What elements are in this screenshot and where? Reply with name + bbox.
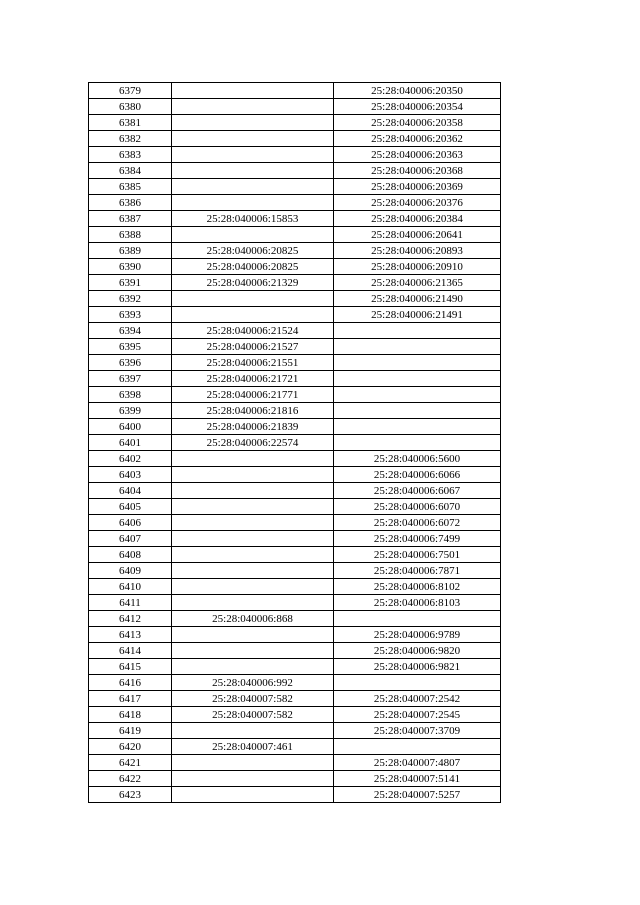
row-number-cell: 6390 [89, 259, 172, 275]
cadastral-number-cell: 25:28:040006:21490 [334, 291, 501, 307]
row-number-cell: 6382 [89, 131, 172, 147]
row-number-cell: 6401 [89, 435, 172, 451]
previous-number-cell [172, 83, 334, 99]
previous-number-cell: 25:28:040006:21524 [172, 323, 334, 339]
table-row [89, 275, 501, 291]
table-row [89, 611, 501, 627]
row-number-cell: 6408 [89, 547, 172, 563]
previous-number-cell [172, 179, 334, 195]
cadastral-number-cell: 25:28:040006:9820 [334, 643, 501, 659]
row-number-cell: 6402 [89, 451, 172, 467]
cadastral-number-cell [334, 355, 501, 371]
previous-number-cell: 25:28:040006:992 [172, 675, 334, 691]
cadastral-number-cell: 25:28:040006:20369 [334, 179, 501, 195]
previous-number-cell [172, 147, 334, 163]
previous-number-cell: 25:28:040006:22574 [172, 435, 334, 451]
table-row [89, 243, 501, 259]
table-row [89, 531, 501, 547]
row-number-cell: 6412 [89, 611, 172, 627]
row-number-cell: 6404 [89, 483, 172, 499]
table-row [89, 403, 501, 419]
row-number-cell: 6422 [89, 771, 172, 787]
table-row [89, 787, 501, 803]
table-row [89, 483, 501, 499]
row-number-cell: 6391 [89, 275, 172, 291]
cadastral-number-cell: 25:28:040007:5257 [334, 787, 501, 803]
previous-number-cell: 25:28:040006:21721 [172, 371, 334, 387]
row-number-cell: 6385 [89, 179, 172, 195]
table-body [89, 83, 501, 803]
cadastral-number-cell: 25:28:040006:9789 [334, 627, 501, 643]
row-number-cell: 6419 [89, 723, 172, 739]
table-row [89, 691, 501, 707]
cadastral-number-cell: 25:28:040006:5600 [334, 451, 501, 467]
row-number-cell: 6389 [89, 243, 172, 259]
table-row [89, 579, 501, 595]
row-number-cell: 6383 [89, 147, 172, 163]
cadastral-number-cell [334, 739, 501, 755]
cadastral-number-cell: 25:28:040006:9821 [334, 659, 501, 675]
row-number-cell: 6380 [89, 99, 172, 115]
previous-number-cell [172, 627, 334, 643]
table-row [89, 179, 501, 195]
cadastral-number-cell [334, 387, 501, 403]
previous-number-cell [172, 291, 334, 307]
previous-number-cell: 25:28:040006:15853 [172, 211, 334, 227]
previous-number-cell [172, 723, 334, 739]
previous-number-cell [172, 787, 334, 803]
previous-number-cell [172, 547, 334, 563]
cadastral-number-cell: 25:28:040006:21365 [334, 275, 501, 291]
cadastral-number-cell: 25:28:040006:20384 [334, 211, 501, 227]
previous-number-cell: 25:28:040006:20825 [172, 243, 334, 259]
cadastral-number-cell: 25:28:040006:8102 [334, 579, 501, 595]
row-number-cell: 6406 [89, 515, 172, 531]
cadastral-number-cell [334, 611, 501, 627]
table-row [89, 595, 501, 611]
cadastral-number-cell: 25:28:040006:20350 [334, 83, 501, 99]
table-row [89, 659, 501, 675]
previous-number-cell: 25:28:040006:21839 [172, 419, 334, 435]
cadastral-number-cell [334, 419, 501, 435]
row-number-cell: 6416 [89, 675, 172, 691]
row-number-cell: 6407 [89, 531, 172, 547]
previous-number-cell: 25:28:040007:582 [172, 691, 334, 707]
previous-number-cell [172, 467, 334, 483]
previous-number-cell [172, 227, 334, 243]
previous-number-cell [172, 451, 334, 467]
table-row [89, 211, 501, 227]
row-number-cell: 6381 [89, 115, 172, 131]
table-row [89, 771, 501, 787]
previous-number-cell: 25:28:040006:21527 [172, 339, 334, 355]
table-row [89, 435, 501, 451]
table-row [89, 83, 501, 99]
table-row [89, 563, 501, 579]
previous-number-cell [172, 771, 334, 787]
row-number-cell: 6386 [89, 195, 172, 211]
row-number-cell: 6405 [89, 499, 172, 515]
cadastral-number-cell: 25:28:040006:20358 [334, 115, 501, 131]
cadastral-number-cell: 25:28:040006:6072 [334, 515, 501, 531]
cadastral-number-cell: 25:28:040006:20910 [334, 259, 501, 275]
table-row [89, 339, 501, 355]
row-number-cell: 6397 [89, 371, 172, 387]
table-row [89, 131, 501, 147]
previous-number-cell [172, 99, 334, 115]
cadastral-number-cell: 25:28:040006:20363 [334, 147, 501, 163]
row-number-cell: 6399 [89, 403, 172, 419]
row-number-cell: 6394 [89, 323, 172, 339]
cadastral-number-cell: 25:28:040007:5141 [334, 771, 501, 787]
cadastral-number-cell: 25:28:040006:6066 [334, 467, 501, 483]
table-row [89, 291, 501, 307]
table-row [89, 739, 501, 755]
table-row [89, 547, 501, 563]
row-number-cell: 6413 [89, 627, 172, 643]
previous-number-cell [172, 163, 334, 179]
table-row [89, 499, 501, 515]
cadastral-number-cell [334, 371, 501, 387]
row-number-cell: 6411 [89, 595, 172, 611]
table-row [89, 227, 501, 243]
row-number-cell: 6379 [89, 83, 172, 99]
table-row [89, 467, 501, 483]
table-row [89, 355, 501, 371]
row-number-cell: 6423 [89, 787, 172, 803]
previous-number-cell: 25:28:040006:21329 [172, 275, 334, 291]
cadastral-number-cell: 25:28:040006:6070 [334, 499, 501, 515]
previous-number-cell: 25:28:040006:868 [172, 611, 334, 627]
previous-number-cell: 25:28:040006:21551 [172, 355, 334, 371]
table-row [89, 675, 501, 691]
cadastral-number-cell: 25:28:040007:4807 [334, 755, 501, 771]
row-number-cell: 6387 [89, 211, 172, 227]
cadastral-number-cell: 25:28:040006:20368 [334, 163, 501, 179]
row-number-cell: 6395 [89, 339, 172, 355]
previous-number-cell: 25:28:040006:21816 [172, 403, 334, 419]
previous-number-cell [172, 659, 334, 675]
table-row [89, 99, 501, 115]
row-number-cell: 6400 [89, 419, 172, 435]
table-row [89, 755, 501, 771]
previous-number-cell [172, 595, 334, 611]
table-row [89, 371, 501, 387]
row-number-cell: 6396 [89, 355, 172, 371]
cadastral-number-cell: 25:28:040006:7871 [334, 563, 501, 579]
previous-number-cell [172, 195, 334, 211]
table-row [89, 307, 501, 323]
cadastral-number-cell [334, 435, 501, 451]
cadastral-number-cell: 25:28:040006:6067 [334, 483, 501, 499]
previous-number-cell [172, 483, 334, 499]
previous-number-cell [172, 307, 334, 323]
table-row [89, 323, 501, 339]
cadastral-number-cell: 25:28:040007:3709 [334, 723, 501, 739]
table-row [89, 163, 501, 179]
row-number-cell: 6388 [89, 227, 172, 243]
row-number-cell: 6415 [89, 659, 172, 675]
cadastral-number-cell: 25:28:040006:20376 [334, 195, 501, 211]
table-row [89, 707, 501, 723]
cadastral-number-cell: 25:28:040007:2545 [334, 707, 501, 723]
cadastral-number-cell: 25:28:040006:7501 [334, 547, 501, 563]
previous-number-cell [172, 131, 334, 147]
table-row [89, 195, 501, 211]
previous-number-cell [172, 515, 334, 531]
table-row [89, 387, 501, 403]
table-row [89, 259, 501, 275]
table-row [89, 627, 501, 643]
cadastral-number-cell [334, 675, 501, 691]
row-number-cell: 6418 [89, 707, 172, 723]
previous-number-cell: 25:28:040007:582 [172, 707, 334, 723]
previous-number-cell: 25:28:040006:20825 [172, 259, 334, 275]
row-number-cell: 6409 [89, 563, 172, 579]
table-row [89, 451, 501, 467]
table-row [89, 723, 501, 739]
row-number-cell: 6392 [89, 291, 172, 307]
cadastral-number-cell: 25:28:040006:20641 [334, 227, 501, 243]
previous-number-cell [172, 499, 334, 515]
previous-number-cell: 25:28:040007:461 [172, 739, 334, 755]
row-number-cell: 6403 [89, 467, 172, 483]
cadastral-number-cell: 25:28:040007:2542 [334, 691, 501, 707]
previous-number-cell [172, 755, 334, 771]
row-number-cell: 6384 [89, 163, 172, 179]
previous-number-cell: 25:28:040006:21771 [172, 387, 334, 403]
previous-number-cell [172, 579, 334, 595]
table-row [89, 515, 501, 531]
row-number-cell: 6414 [89, 643, 172, 659]
cadastral-number-cell: 25:28:040006:21491 [334, 307, 501, 323]
previous-number-cell [172, 643, 334, 659]
cadastral-number-cell: 25:28:040006:20893 [334, 243, 501, 259]
previous-number-cell [172, 115, 334, 131]
cadastral-number-cell [334, 339, 501, 355]
cadastral-number-cell [334, 403, 501, 419]
row-number-cell: 6410 [89, 579, 172, 595]
row-number-cell: 6393 [89, 307, 172, 323]
table-row [89, 643, 501, 659]
table-row [89, 115, 501, 131]
cadastral-number-cell: 25:28:040006:20354 [334, 99, 501, 115]
previous-number-cell [172, 563, 334, 579]
table-row [89, 419, 501, 435]
cadastral-number-cell [334, 323, 501, 339]
cadastral-table [88, 82, 501, 803]
table-row [89, 147, 501, 163]
cadastral-number-cell: 25:28:040006:20362 [334, 131, 501, 147]
row-number-cell: 6420 [89, 739, 172, 755]
cadastral-number-cell: 25:28:040006:7499 [334, 531, 501, 547]
row-number-cell: 6398 [89, 387, 172, 403]
previous-number-cell [172, 531, 334, 547]
row-number-cell: 6417 [89, 691, 172, 707]
cadastral-number-cell: 25:28:040006:8103 [334, 595, 501, 611]
row-number-cell: 6421 [89, 755, 172, 771]
